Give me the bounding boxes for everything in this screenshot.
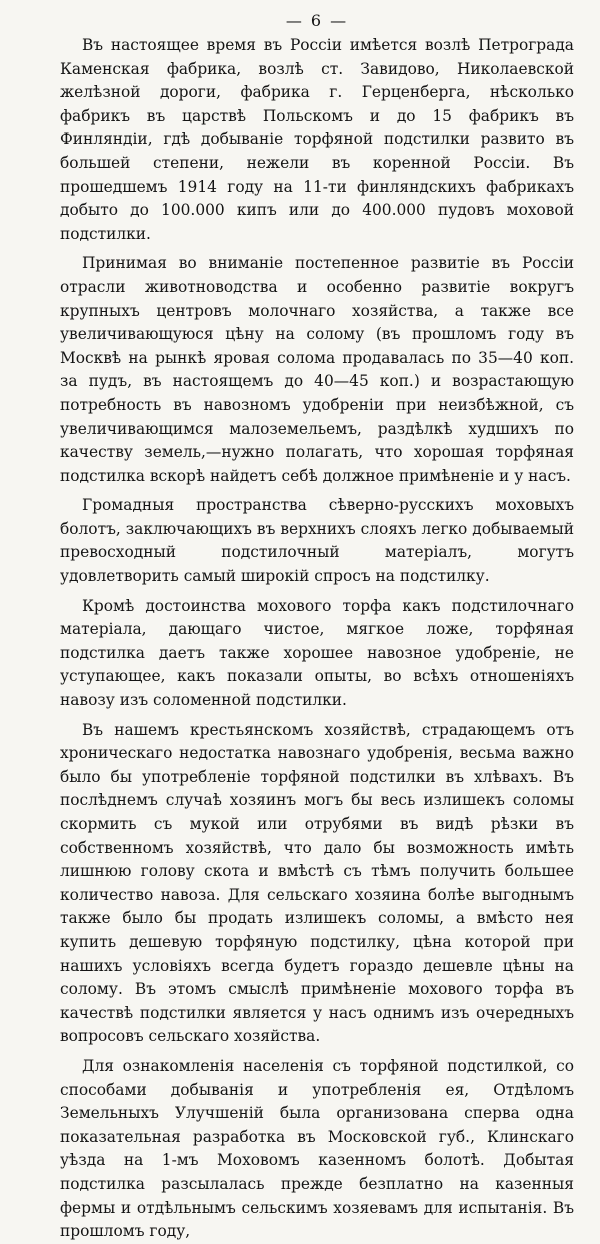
paragraph-4: Кромѣ достоинства мохового торфа какъ подстилочнаго матеріала, дающаго чистое, мягкое ложе, торфяная подстилка даетъ также хорошее навозное удобреніе, не уступающее, какъ показали опыты, во всѣхъ отношеніяхъ навозу изъ соломенной подстилки. bbox=[60, 596, 574, 710]
paragraph-2: Принимая во вниманіе постепенное развитіе въ Россіи отрасли животноводства и особенно развитіе вокругъ крупныхъ центровъ молочнаго хозяйства, а также все увеличивающуюся цѣну на солому (въ прошломъ году въ Москвѣ на рынкѣ яровая солома продавалась по 35—40 коп. за пудъ, въ настоящемъ до 40—45 коп.) и возрастающую потребность въ навозномъ удобреніи при неизбѣжной, съ увеличивающимся малоземельемъ, раздѣлкѣ худшихъ по качеству земель,—нужно полагать, что хорошая торфяная подстилка вскорѣ найдетъ себѣ должное примѣненіе и у насъ. bbox=[60, 254, 574, 485]
paragraph-6: Для ознакомленія населенія съ торфяной подстилкой, со способами добыванія и употребленія ея, Отдѣломъ Земельныхъ Улучшеній была организована сперва одна показательная разработка въ Московской губ., Клинскаго уѣзда на 1-мъ Моховомъ казенномъ болотѣ. Добытая подстилка разсылалась прежде безплатно на казенныя фермы и отдѣльнымъ сельскимъ хозяевамъ для испытанія. Въ прошломъ году, bbox=[60, 1056, 574, 1241]
paragraph-3: Громадныя пространства сѣверно-русскихъ моховыхъ болотъ, заключающихъ въ верхнихъ слояхъ легко добываемый превосходный подстилочный матеріалъ, могутъ удовлетворить самый широкій спросъ на подстилку. bbox=[60, 496, 574, 586]
paragraph-1: Въ настоящее время въ Россіи имѣется возлѣ Петрограда Каменская фабрика, возлѣ ст. Завидово, Николаевской желѣзной дороги, фабрика г. Герценберга, нѣсколько фабрикъ въ царствѣ Польскомъ и до 15 фабрикъ въ Финляндіи, гдѣ добываніе торфяной подстилки развито въ большей степени, нежели въ коренной Россіи. Въ прошедшемъ 1914 году на 11-ти финляндскихъ фабрикахъ добыто до 100.000 кипъ или до 400.000 пудовъ моховой подстилки. bbox=[60, 36, 574, 243]
paragraph-5: Въ нашемъ крестьянскомъ хозяйствѣ, страдающемъ отъ хроническаго недостатка навознаго удобренія, весьма важно было бы употребленіе торфяной подстилки въ хлѣвахъ. Въ послѣднемъ случаѣ хозяинъ могъ бы весь излишекъ соломы скормить съ мукой или отрубями въ видѣ рѣзки въ собственномъ хозяйствѣ, что дало бы возможность имѣть лишнюю голову скота и вмѣстѣ съ тѣмъ получить большее количество навоза. Для сельскаго хозяина болѣе выгоднымъ также было бы продать излишекъ соломы, а вмѣсто нея купить дешевую торфяную подстилку, цѣна которой при нашихъ условіяхъ всегда будетъ гораздо дешевле цѣны на солому. Въ этомъ смыслѣ примѣненіе мохового торфа въ качествѣ подстилки является у насъ однимъ изъ очередныхъ вопросовъ сельскаго хозяйства. bbox=[60, 720, 574, 1046]
page-number: — 6 — bbox=[285, 11, 349, 30]
body-text bbox=[60, 34, 574, 1244]
